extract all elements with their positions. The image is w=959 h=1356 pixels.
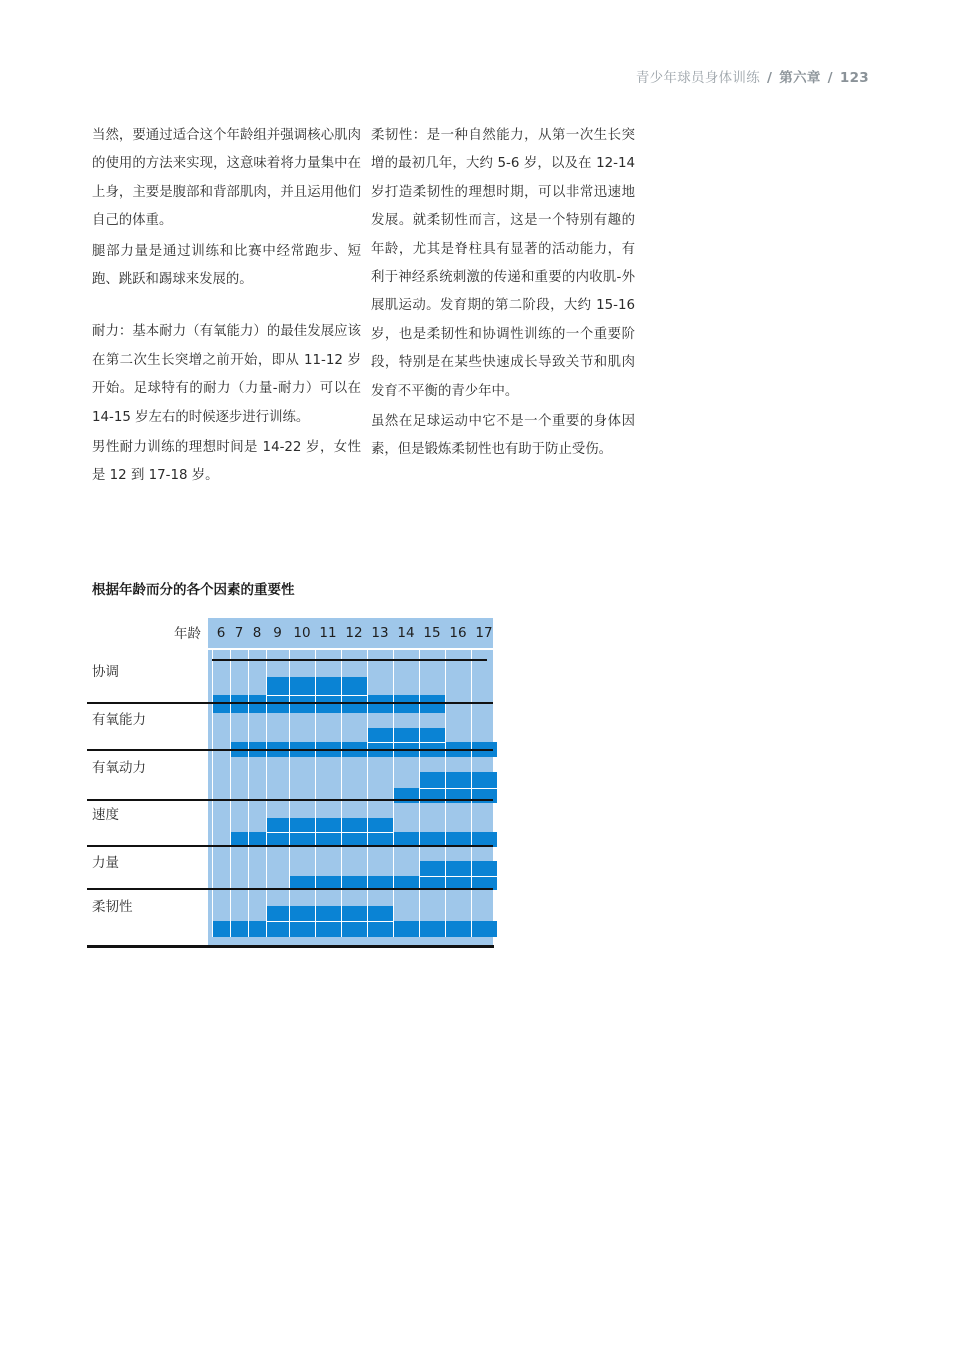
level-divider [419, 788, 445, 789]
level-divider [289, 695, 315, 696]
paragraph: 耐力：基本耐力（有氧能力）的最佳发展应该在第二次生长突增之前开始，即从 11-12 岁开始。足球特有的耐力（力量-耐力）可以在 14-15 岁左右的时候逐步进行训练。 [92, 324, 361, 425]
chapter-label: 第六章 [779, 70, 821, 86]
grid-column-line [341, 650, 342, 937]
row-separator [87, 888, 493, 890]
level-divider [367, 921, 393, 922]
row-separator [87, 845, 493, 847]
factor-label: 速度 [92, 807, 119, 823]
row-separator [87, 799, 493, 801]
grid-column-line [266, 650, 267, 937]
grid-column-line [419, 650, 420, 937]
running-header [636, 66, 869, 86]
page-number: 123 [839, 70, 869, 86]
grid-column-line [315, 650, 316, 937]
grid-column-line [212, 650, 213, 937]
age-cell: 14 [397, 625, 415, 641]
level-divider [367, 832, 393, 833]
level-cell [471, 921, 497, 937]
left-text-column [92, 122, 361, 491]
grid-column-line [497, 650, 498, 937]
factor-label: 力量 [92, 855, 119, 871]
header-separator: / [767, 70, 773, 86]
header-separator: / [827, 70, 833, 86]
age-cell: 7 [234, 625, 244, 641]
row-separator [87, 702, 493, 704]
row-separator [87, 749, 493, 751]
level-cell [248, 695, 266, 713]
age-header-row [208, 618, 493, 648]
level-cell [445, 921, 471, 937]
paragraph: 当然，要通过适合这个年龄组并强调核心肌肉的使用的方法来实现，这意味着将力量集中在上身，主要是腹部和背部肌肉，并且运用他们自己的体重。 [92, 128, 361, 229]
level-divider [419, 876, 445, 877]
table-title: 根据年龄而分的各个因素的重要性 [92, 582, 295, 598]
level-cell [419, 695, 445, 713]
level-divider [341, 695, 367, 696]
grid-column-line [393, 650, 394, 937]
row-separator [212, 659, 487, 661]
age-cell: 13 [371, 625, 389, 641]
grid-column-line [230, 650, 231, 937]
level-divider [315, 832, 341, 833]
paragraph: 腿部力量是通过训练和比赛中经常跑步、短跑、跳跃和踢球来发展的。 [92, 243, 361, 288]
grid-column-line [289, 650, 290, 937]
level-divider [289, 832, 315, 833]
age-cell: 11 [319, 625, 337, 641]
age-cell: 12 [345, 625, 363, 641]
factor-label: 柔韧性 [92, 899, 133, 915]
level-divider [266, 832, 289, 833]
factor-label: 有氧能力 [92, 712, 146, 728]
level-divider [445, 876, 471, 877]
level-divider [367, 742, 393, 743]
level-divider [266, 695, 289, 696]
age-cell: 8 [252, 625, 262, 641]
level-cell [393, 921, 419, 937]
paragraph: 虽然在足球运动中它不是一个重要的身体因素，但是锻炼柔韧性也有助于防止受伤。 [371, 414, 635, 458]
level-cell [367, 695, 393, 713]
level-cell [230, 921, 248, 937]
age-cell: 6 [216, 625, 226, 641]
level-divider [315, 695, 341, 696]
level-cell [393, 695, 419, 713]
age-cell: 16 [449, 625, 467, 641]
grid-column-line [367, 650, 368, 937]
factor-label: 协调 [92, 664, 119, 680]
age-axis-label: 年龄 [174, 626, 201, 642]
level-divider [266, 921, 289, 922]
level-cell [419, 921, 445, 937]
paragraph: 柔韧性：是一种自然能力，从第一次生长突增的最初几年，大约 5-6 岁，以及在 12-14 岁打造柔韧性的理想时期，可以非常迅速地发展。就柔韧性而言，这是一个特别有趣的年龄，尤其是脊柱具有显著的活动能力，有利于神经系统刺激的传递和重要的内收肌-外展肌运动。发育期的第二阶段，大约 15-16 岁，也是柔韧性和协调性训练的一个重要阶段，特别是在某些快速成长导致关节和肌肉发育不平衡的青少年中。 [371, 128, 635, 399]
level-divider [471, 788, 497, 789]
level-divider [341, 921, 367, 922]
level-cell [230, 695, 248, 713]
level-divider [341, 832, 367, 833]
level-cell [212, 695, 230, 713]
paragraph: 男性耐力训练的理想时间是 14-22 岁，女性是 12 到 17-18 岁。 [92, 440, 361, 484]
age-cell: 15 [423, 625, 441, 641]
level-divider [419, 742, 445, 743]
table-bottom-rule [87, 945, 494, 948]
level-divider [315, 921, 341, 922]
level-cell [248, 921, 266, 937]
level-divider [289, 921, 315, 922]
level-divider [471, 876, 497, 877]
level-divider [445, 788, 471, 789]
grid-column-line [248, 650, 249, 937]
age-cell: 10 [293, 625, 311, 641]
factor-label: 有氧动力 [92, 760, 146, 776]
book-title: 青少年球员身体训练 [635, 70, 761, 86]
age-cell: 9 [273, 625, 282, 641]
right-text-column [371, 122, 635, 465]
age-cell: 17 [475, 625, 493, 641]
level-cell [212, 921, 230, 937]
grid-column-line [445, 650, 446, 937]
grid-column-line [471, 650, 472, 937]
level-divider [393, 742, 419, 743]
importance-grid [208, 650, 493, 946]
